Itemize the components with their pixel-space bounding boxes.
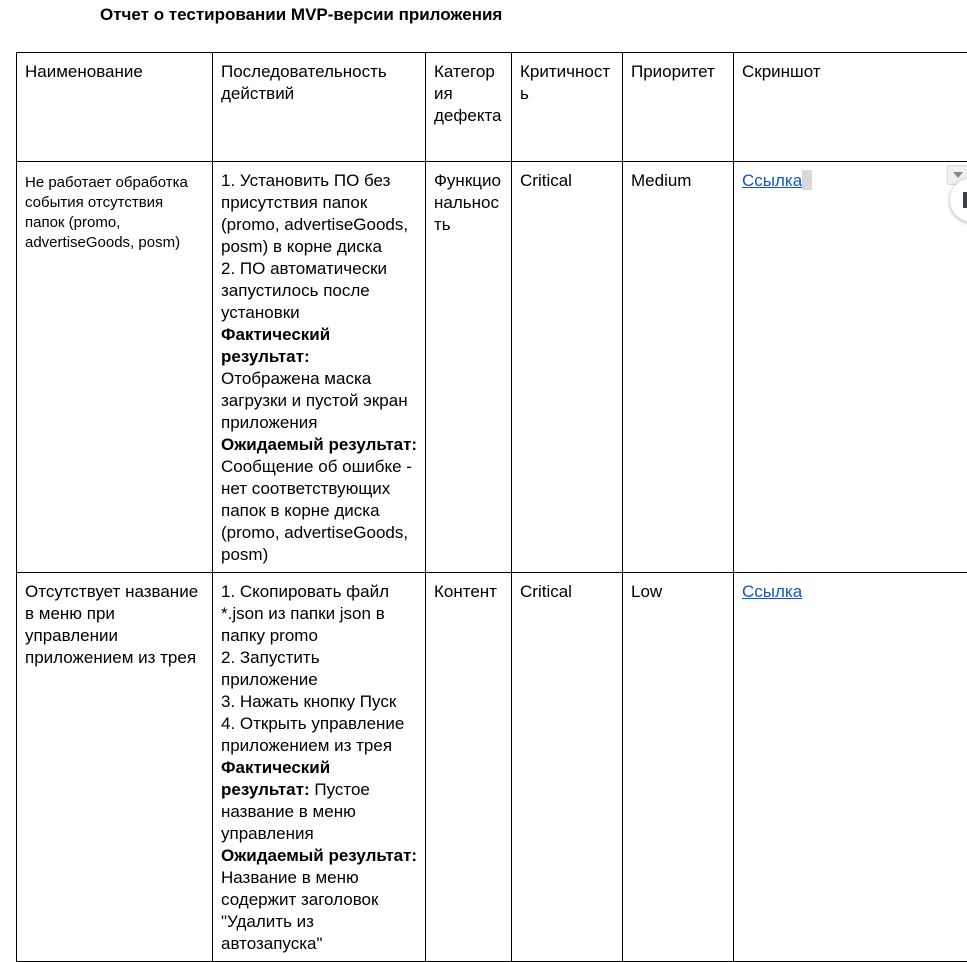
expected-result-text: Сообщение об ошибке - нет соответствующих папок в корне диска (promo, advertiseGoods, posm): [221, 457, 412, 564]
step-item: 3. Нажать кнопку Пуск: [221, 692, 397, 711]
defect-steps: [213, 573, 426, 962]
header-priority: Приоритет: [623, 53, 734, 162]
chevron-down-icon: [953, 172, 963, 178]
step-item: 1. Скопировать файл *.json из папки json в папку promo: [221, 582, 390, 645]
actual-result-label: Фактический результат:: [221, 325, 331, 366]
defect-name: Не работает обработка события отсутствия папок (promo, advertiseGoods, posm): [17, 162, 213, 573]
step-item: 4. Открыть управление приложением из трея: [221, 714, 405, 755]
defect-severity: Critical: [512, 162, 623, 573]
actual-result-text: Отображена маска загрузки и пустой экран приложения: [221, 369, 408, 432]
defect-category: Контент: [426, 573, 512, 962]
header-category: Категория дефекта: [426, 53, 512, 162]
document-title: Отчет о тестировании MVP-версии приложения: [100, 5, 503, 24]
screenshot-link[interactable]: Ссылка: [742, 582, 803, 601]
defect-priority: Low: [623, 573, 734, 962]
defect-name: Отсутствует название в меню при управлении приложением из трея: [17, 573, 213, 962]
header-name: Наименование: [17, 53, 213, 162]
defect-report-table: [16, 52, 967, 962]
table-row: [17, 162, 967, 573]
header-steps: Последовательность действий: [213, 53, 426, 162]
defect-screenshot-cell: [734, 162, 967, 573]
header-severity: Критичность: [512, 53, 623, 162]
header-screenshot: Скриншот: [734, 53, 967, 162]
expected-result-label: Ожидаемый результат:: [221, 435, 418, 454]
actual-result-label: Фактический результат:: [221, 758, 331, 799]
screenshot-link[interactable]: Ссылка: [742, 171, 803, 190]
defect-screenshot-cell: [734, 573, 967, 962]
defect-severity: Critical: [512, 573, 623, 962]
table-row: [17, 573, 967, 962]
defect-priority: Medium: [623, 162, 734, 573]
expected-result-label: Ожидаемый результат:: [221, 846, 418, 865]
defect-category: Функциональность: [426, 162, 512, 573]
defect-steps: [213, 162, 426, 573]
handle-icon: [963, 192, 967, 208]
step-item: 2. ПО автоматически запустилось после установки: [221, 259, 388, 322]
expected-result-text: Название в меню содержит заголовок "Удалить из автозапуска": [221, 868, 379, 953]
step-item: 2. Запустить приложение: [221, 648, 320, 689]
table-header-row: [17, 53, 967, 162]
actual-result-text: Пустое название в меню управления: [221, 780, 370, 843]
text-cursor: [802, 170, 812, 190]
step-item: 1. Установить ПО без присутствия папок (promo, advertiseGoods, posm) в корне диска: [221, 171, 409, 256]
